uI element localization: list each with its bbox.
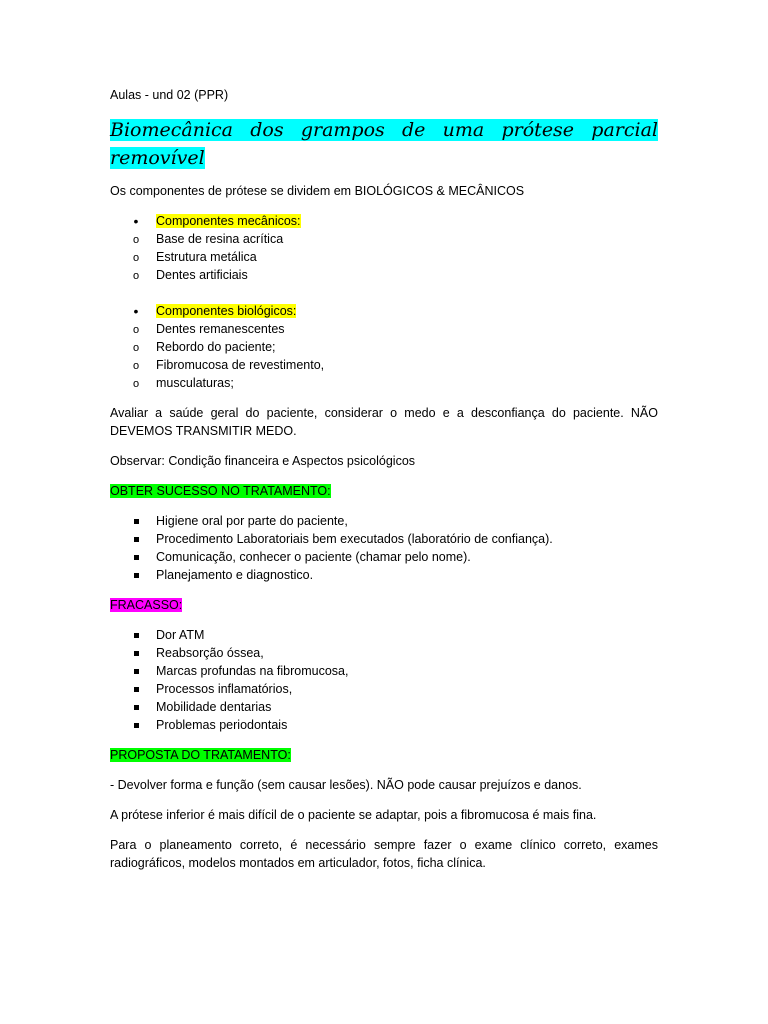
circle-bullet-icon — [130, 230, 142, 249]
circle-bullet-icon — [130, 266, 142, 285]
list-item-text: Estrutura metálica — [156, 250, 257, 264]
list-heading — [110, 212, 658, 230]
circle-bullet-icon — [130, 320, 142, 339]
list-item-text: Comunicação, conhecer o paciente (chamar pelo nome). — [156, 550, 471, 564]
list-item-text: Dentes remanescentes — [156, 322, 285, 336]
sucesso-heading: OBTER SUCESSO NO TRATAMENTO: — [110, 484, 331, 498]
list-item — [110, 338, 658, 356]
square-bullet-icon — [130, 680, 142, 698]
square-bullet-icon — [130, 626, 142, 644]
fracasso-heading: FRACASSO: — [110, 598, 183, 612]
avaliar-paragraph: Avaliar a saúde geral do paciente, considerar o medo e a desconfiança do paciente. NÃO DEVEMOS TRANSMITIR MEDO. — [110, 406, 658, 438]
square-bullet-icon — [130, 698, 142, 716]
sucesso-list — [110, 512, 658, 584]
circle-bullet-icon — [130, 374, 142, 393]
mecanicos-list — [110, 212, 658, 392]
list-item — [110, 680, 658, 698]
fracasso-heading-row — [110, 596, 658, 614]
proposta-heading: PROPOSTA DO TRATAMENTO: — [110, 748, 291, 762]
list-item — [110, 548, 658, 566]
sucesso-heading-row — [110, 482, 658, 500]
circle-bullet-icon — [130, 248, 142, 267]
list-item — [110, 698, 658, 716]
list-item-text: Dentes artificiais — [156, 268, 248, 282]
fracasso-list — [110, 626, 658, 734]
square-bullet-icon — [130, 644, 142, 662]
bullet-icon — [130, 212, 142, 231]
list-item — [110, 356, 658, 374]
square-bullet-icon — [130, 566, 142, 584]
proposta-heading-row — [110, 746, 658, 764]
list-heading — [110, 302, 658, 320]
list-item-text: Rebordo do paciente; — [156, 340, 276, 354]
list-item-text: Dor ATM — [156, 628, 205, 642]
list-item-text: Planejamento e diagnostico. — [156, 568, 314, 582]
square-bullet-icon — [130, 716, 142, 734]
mecanicos-heading: Componentes mecânicos: — [156, 214, 301, 228]
list-item — [110, 230, 658, 248]
square-bullet-icon — [130, 662, 142, 680]
square-bullet-icon — [130, 530, 142, 548]
list-item-text: Base de resina acrítica — [156, 232, 284, 246]
list-item-text: Problemas periodontais — [156, 718, 288, 732]
list-item-text: Marcas profundas na fibromucosa, — [156, 664, 349, 678]
list-item — [110, 644, 658, 662]
proposta-paragraph-1: - Devolver forma e função (sem causar lesões). NÃO pode causar prejuízos e danos. — [110, 778, 582, 792]
list-item — [110, 266, 658, 284]
bullet-icon — [130, 302, 142, 321]
list-spacer — [110, 284, 658, 302]
course-subtitle: Aulas - und 02 (PPR) — [110, 88, 229, 102]
square-bullet-icon — [130, 512, 142, 530]
list-item — [110, 530, 658, 548]
list-item — [110, 626, 658, 644]
proposta-paragraph-2: A prótese inferior é mais difícil de o paciente se adaptar, pois a fibromucosa é mais fina. — [110, 808, 597, 822]
square-bullet-icon — [130, 548, 142, 566]
document-page — [110, 86, 658, 884]
list-item — [110, 512, 658, 530]
circle-bullet-icon — [130, 356, 142, 375]
document-title — [110, 116, 658, 172]
biologicos-heading: Componentes biológicos: — [156, 304, 297, 318]
proposta-paragraph-3: Para o planeamento correto, é necessário sempre fazer o exame clínico correto, exames radiográficos, modelos montados em articulador, fotos, ficha clínica. — [110, 838, 658, 870]
observar-paragraph: Observar: Condição financeira e Aspectos psicológicos — [110, 454, 416, 468]
list-item — [110, 566, 658, 584]
title-text: Biomecânica dos grampos de uma prótese parcial removível — [110, 119, 658, 169]
circle-bullet-icon — [130, 338, 142, 357]
list-item-text: musculaturas; — [156, 376, 234, 390]
list-item — [110, 320, 658, 338]
list-item-text: Reabsorção óssea, — [156, 646, 264, 660]
list-item — [110, 248, 658, 266]
list-item — [110, 716, 658, 734]
list-item — [110, 374, 658, 392]
list-item — [110, 662, 658, 680]
list-item-text: Mobilidade dentarias — [156, 700, 272, 714]
list-item-text: Processos inflamatórios, — [156, 682, 293, 696]
list-item-text: Procedimento Laboratoriais bem executados (laboratório de confiança). — [156, 532, 553, 546]
list-item-text: Fibromucosa de revestimento, — [156, 358, 325, 372]
intro-paragraph: Os componentes de prótese se dividem em BIOLÓGICOS & MECÂNICOS — [110, 184, 525, 198]
list-item-text: Higiene oral por parte do paciente, — [156, 514, 348, 528]
